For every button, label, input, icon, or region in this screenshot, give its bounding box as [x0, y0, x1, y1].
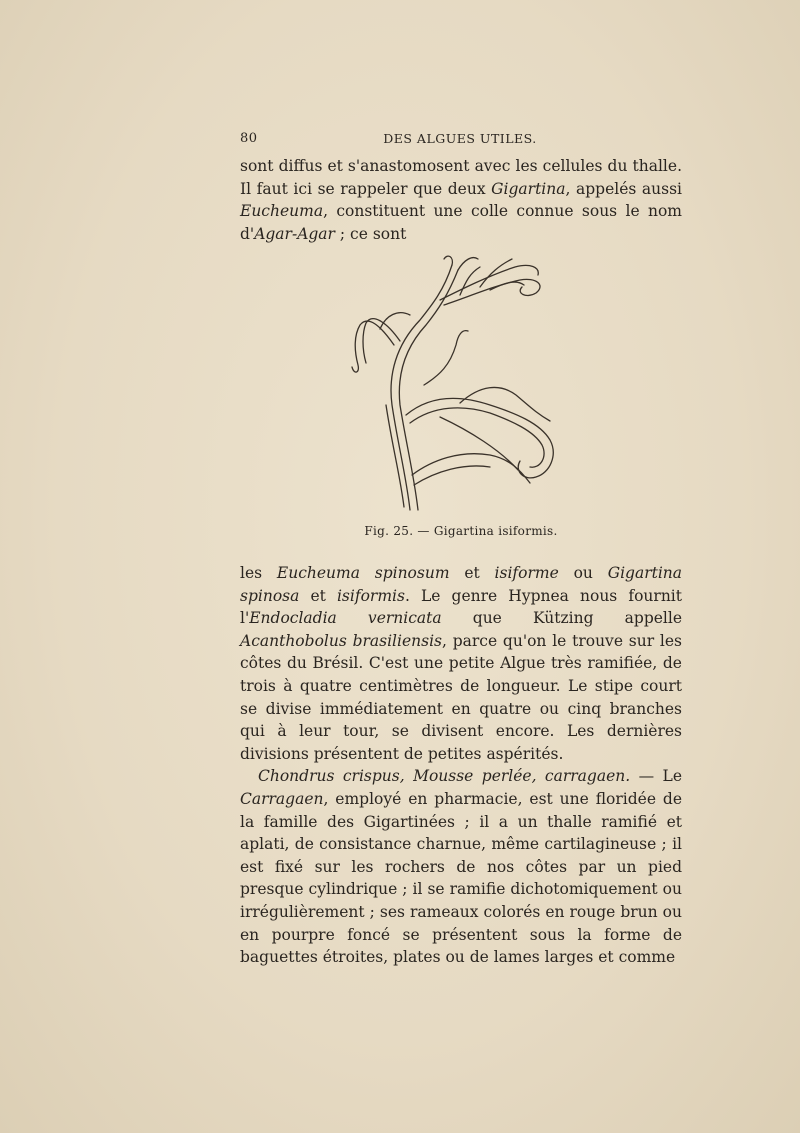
italic-span: Agar-Agar [254, 224, 335, 243]
text-span: sont diffus et s'anastomosent avec les cellules du thalle. Il faut ici se rappeler que deux [240, 157, 682, 198]
bottom-text [240, 562, 682, 969]
text-span: que Kützing appelle [441, 609, 682, 628]
text-span: et [299, 586, 337, 605]
gigartina-illustration [340, 245, 590, 515]
italic-span: Gigartina spinosa [240, 564, 683, 605]
italic-span: Chondrus crispus, Mousse perlée, carragaen. [258, 767, 631, 786]
text-span: ; ce sont [334, 224, 407, 243]
italic-span: Acanthobolus brasiliensis [240, 631, 442, 650]
italic-span: Eucheuma [240, 202, 324, 221]
text-span: et [449, 564, 495, 582]
italic-span: isiformis [336, 586, 405, 605]
text-span: — Le [630, 767, 682, 786]
text-span: ou [558, 564, 608, 582]
italic-span: Carragaen [240, 789, 324, 808]
top-paragraph [240, 155, 682, 245]
text-span: , appelés aussi [565, 179, 682, 198]
text-span: . Le genre Hypnea nous fournit l' [240, 586, 682, 628]
page-header [240, 131, 680, 153]
text-span: , parce qu'on le trouve sur les côtes du Brésil. C'est une petite Algue très ramifiée, de trois à quatre centimètres de longueur. Le stipe court se divise immédiatement en quatre ou cinq branches qui à leur tour, se divisent encore. Les dernières divisions présentent de petites aspérités. [240, 631, 682, 763]
page-number: 80 [240, 131, 258, 146]
italic-span: Gigartina [491, 179, 566, 198]
italic-span: Endocladia vernicata [249, 609, 442, 628]
text-span: , employé en pharmacie, est une floridée de la famille des Gigartinées ; il a un thalle ramifié et aplati, de consistance charnue, même cartilagineuse ; il est fixé sur les rochers de nos côtes par un pied presque cylindrique ; il se ramifie dichotomiquement ou irrégulièrement ; ses rameaux colorés en rouge brun ou en pourpre foncé se présentent sous la forme de baguettes étroites, plates ou de lames larges et comme [240, 789, 682, 967]
paragraph-1 [240, 155, 682, 245]
paragraph-3 [240, 765, 682, 968]
figure-caption: Fig. 25. — Gigartina isiformis. [364, 524, 558, 538]
paragraph-2 [240, 562, 682, 765]
text-span: les [240, 564, 277, 582]
italic-span: isiforme [494, 564, 559, 582]
text-span: , constituent une colle connue sous le nom d' [240, 202, 682, 243]
italic-span: Eucheuma spinosum [276, 564, 450, 582]
running-title: DES ALGUES UTILES. [383, 131, 537, 146]
